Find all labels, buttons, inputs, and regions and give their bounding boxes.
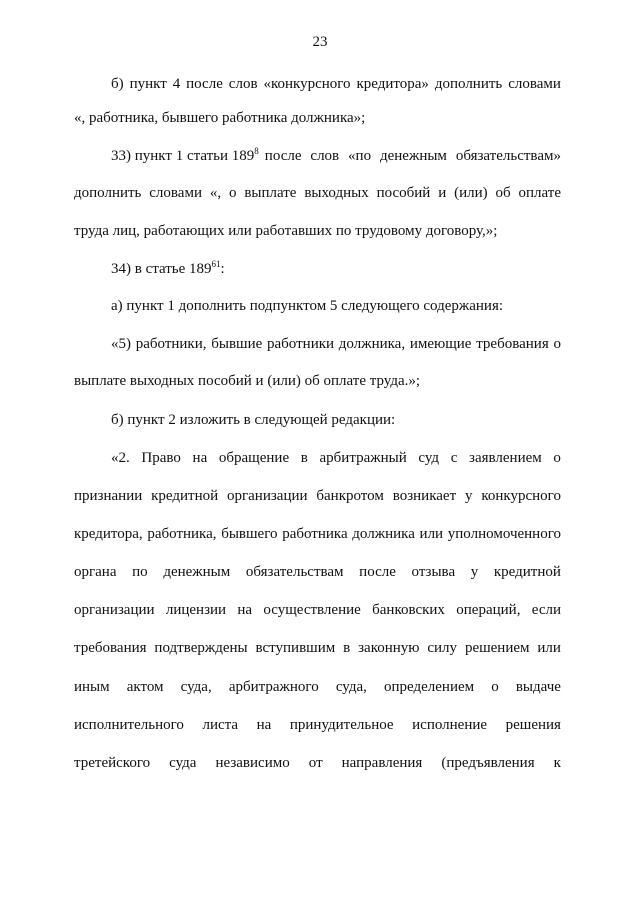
- line-text: 34) в статье 189: [111, 261, 212, 277]
- word: «конкурсного: [263, 76, 351, 92]
- word: заявлением: [469, 450, 542, 466]
- text-line: б) пункт 2 изложить в следующей редакции:: [111, 412, 396, 428]
- word: обязательствам: [245, 564, 344, 580]
- word: о: [228, 185, 237, 201]
- word: банковских: [372, 602, 445, 618]
- word: бывшего: [221, 526, 278, 542]
- text-line: [111, 259, 561, 279]
- text-line: выплате выходных пособий и (или) об оплате труда.»;: [74, 373, 421, 389]
- word: если: [531, 602, 561, 618]
- word: о: [553, 336, 561, 352]
- word: на: [256, 717, 272, 733]
- text-line: [74, 486, 561, 506]
- word: уполномоченного: [447, 526, 561, 542]
- text-line: [111, 448, 561, 468]
- word: арбитражного: [228, 679, 319, 695]
- word: третейского: [74, 755, 151, 771]
- word: от: [308, 755, 323, 771]
- word: «2.: [111, 450, 130, 466]
- line-segment: [111, 146, 259, 166]
- word: о: [553, 450, 561, 466]
- text-line: [111, 146, 561, 166]
- text-line: [74, 183, 561, 203]
- word: у: [465, 488, 473, 504]
- word: кредитора»: [356, 76, 429, 92]
- word: дополнить: [434, 76, 503, 92]
- word: словами: [149, 185, 202, 201]
- word: вступившим: [255, 640, 336, 656]
- word: бывшие: [211, 336, 263, 352]
- word: выплате: [244, 185, 297, 201]
- superscript: 61: [211, 259, 221, 269]
- word: силу: [427, 640, 458, 656]
- word: должника,: [338, 336, 406, 352]
- word: должника: [352, 526, 415, 542]
- word: работники,: [135, 336, 207, 352]
- word: независимо: [215, 755, 290, 771]
- text-line: [111, 334, 561, 354]
- word: требования: [476, 336, 549, 352]
- word: «5): [111, 336, 131, 352]
- word: осуществление: [263, 602, 361, 618]
- word: к: [553, 755, 561, 771]
- word: организации: [227, 488, 308, 504]
- word: с: [450, 450, 458, 466]
- word: о: [491, 679, 499, 695]
- word: в: [300, 450, 308, 466]
- word: законную: [358, 640, 420, 656]
- word: кредитной: [493, 564, 561, 580]
- word: кредитора,: [74, 526, 143, 542]
- word: требования: [74, 640, 147, 656]
- text-line: [74, 753, 561, 773]
- text-line: [74, 524, 561, 544]
- word: или: [419, 526, 444, 542]
- word: слов: [228, 76, 258, 92]
- text-line: [74, 715, 561, 735]
- text-line: [74, 600, 561, 620]
- word: пособий: [376, 185, 431, 201]
- word: на: [237, 602, 253, 618]
- word: лицензии: [165, 602, 227, 618]
- text-line: «, работника, бывшего работника должника»;: [74, 110, 366, 126]
- word: у: [470, 564, 479, 580]
- word: обращение: [218, 450, 290, 466]
- text-line: труда лиц, работающих или работавших по трудовому договору,»;: [74, 223, 498, 239]
- word: организации: [74, 602, 155, 618]
- text-line: а) пункт 1 дополнить подпунктом 5 следующего содержания:: [111, 298, 504, 314]
- word: работники: [267, 336, 335, 352]
- word: подтверждены: [154, 640, 248, 656]
- text-line: [74, 677, 561, 697]
- word: дополнить: [74, 185, 142, 201]
- word: арбитражный: [319, 450, 407, 466]
- word: принудительное: [289, 717, 394, 733]
- word: (или): [454, 185, 488, 201]
- superscript: 8: [254, 146, 259, 156]
- word: Право: [141, 450, 181, 466]
- word: словами: [508, 76, 561, 92]
- word: иным: [74, 679, 110, 695]
- word: суда,: [335, 679, 367, 695]
- word: возникает: [392, 488, 457, 504]
- word: исполнительного: [74, 717, 184, 733]
- word: направления: [341, 755, 423, 771]
- word: «по: [348, 148, 372, 164]
- word: решения: [505, 717, 561, 733]
- word: в: [343, 640, 351, 656]
- word: обязательствам»: [455, 148, 561, 164]
- word: признании: [74, 488, 143, 504]
- word: органа: [74, 564, 117, 580]
- word: работника,: [147, 526, 217, 542]
- word: работника: [282, 526, 348, 542]
- page-number: 23: [312, 34, 328, 50]
- word: (предъявления: [441, 755, 535, 771]
- word: суд: [418, 450, 440, 466]
- word: операций,: [456, 602, 521, 618]
- word: после: [186, 76, 223, 92]
- word: по: [132, 564, 148, 580]
- word: определением: [384, 679, 475, 695]
- word: суда: [169, 755, 197, 771]
- word: выдаче: [515, 679, 561, 695]
- text-line: [111, 74, 561, 94]
- word: после: [359, 564, 396, 580]
- word: 4: [172, 76, 181, 92]
- word: решением: [464, 640, 530, 656]
- text-line: [74, 562, 561, 582]
- word: денежным: [379, 148, 447, 164]
- word: денежным: [163, 564, 231, 580]
- word: и: [438, 185, 447, 201]
- word: оплате: [518, 185, 561, 201]
- word: пункт: [129, 76, 167, 92]
- word: актом: [126, 679, 164, 695]
- text-line: [74, 638, 561, 658]
- word: выходных: [304, 185, 369, 201]
- word: конкурсного: [481, 488, 561, 504]
- line-text: [265, 146, 561, 166]
- word: «,: [209, 185, 222, 201]
- word: после: [264, 148, 302, 164]
- line-text: 33) пункт 1 статьи 189: [111, 148, 255, 164]
- word: или: [537, 640, 561, 656]
- word: суда,: [180, 679, 212, 695]
- word: отзыва: [411, 564, 456, 580]
- word: исполнение: [412, 717, 488, 733]
- word: банкротом: [316, 488, 384, 504]
- word: имеющие: [409, 336, 472, 352]
- word: слов: [310, 148, 340, 164]
- word: листа: [202, 717, 239, 733]
- word: на: [192, 450, 208, 466]
- line-text: :: [220, 261, 225, 277]
- word: кредитной: [151, 488, 219, 504]
- word: б): [111, 76, 124, 92]
- word: об: [495, 185, 511, 201]
